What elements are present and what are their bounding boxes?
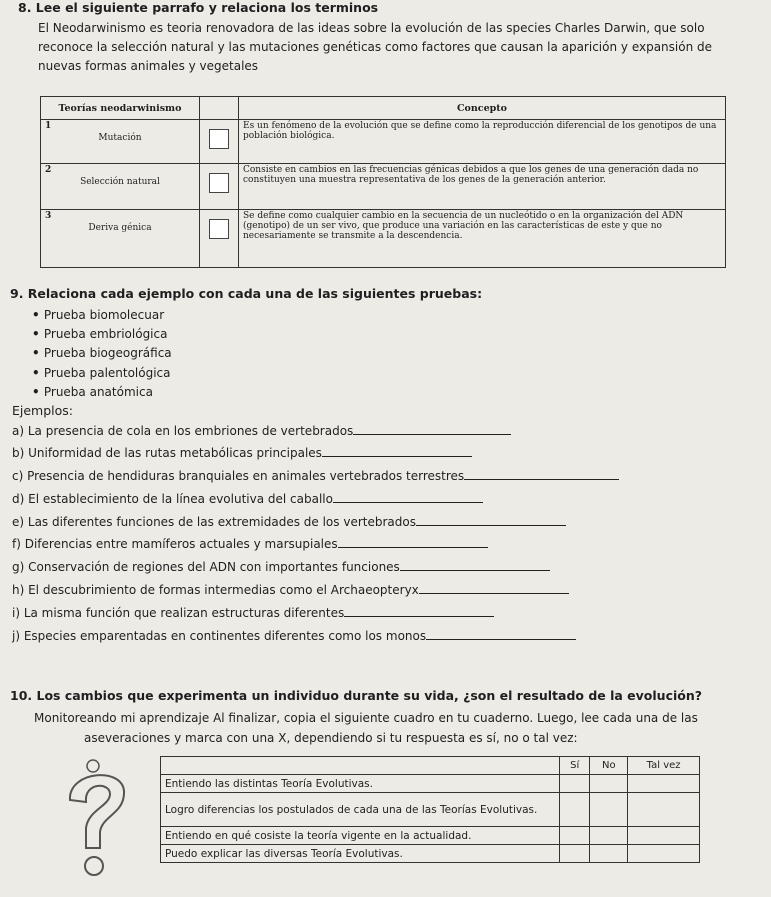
answer-cell [200, 210, 239, 268]
question-mark-mascot-icon [60, 758, 140, 878]
checkbox-tal-vez[interactable] [628, 827, 700, 845]
statement-text: Logro diferencias los postulados de cada una de las Teorías Evolutivas. [161, 793, 560, 827]
term-label: Deriva génica [88, 223, 152, 233]
concept-text: Se define como cualquier cambio en la secuencia de un nucleótido o en la organización del ADN (genotipo) de un ser vivo, que produce una variación en las características de este y que no necesariamente se transmite a la descendencia. [239, 210, 726, 268]
example-item [12, 490, 483, 506]
example-item [12, 604, 494, 620]
table-header-row [161, 757, 700, 775]
example-text: g) Conservación de regiones del ADN con importantes funciones [12, 560, 400, 574]
header-tal-vez: Tal vez [628, 757, 700, 775]
table-row [161, 845, 700, 863]
example-text: e) Las diferentes funciones de las extremidades de los vertebrados [12, 515, 416, 529]
term-cell [41, 120, 200, 164]
table-row [161, 793, 700, 827]
answer-blank[interactable] [464, 467, 619, 480]
checkbox-si[interactable] [560, 827, 590, 845]
header-empty [161, 757, 560, 775]
answer-cell [200, 120, 239, 164]
checkbox-no[interactable] [590, 845, 628, 863]
list-item: • Prueba palentológica [32, 364, 172, 383]
example-text: b) Uniformidad de las rutas metabólicas principales [12, 446, 322, 460]
statement-text: Entiendo en qué cosiste la teoría vigente en la actualidad. [161, 827, 560, 845]
example-item [12, 513, 566, 529]
answer-blank[interactable] [333, 490, 483, 503]
header-concept: Concepto [239, 97, 726, 120]
tests-list [32, 306, 172, 402]
monitor-instruction-line2: aseveraciones y marca con una X, dependiendo si tu respuesta es sí, no o tal vez: [84, 731, 578, 745]
list-item: • Prueba biomolecuar [32, 306, 172, 325]
answer-blank[interactable] [426, 627, 576, 640]
question-9-title: 9. Relaciona cada ejemplo con cada una de las siguientes pruebas: [10, 286, 483, 301]
checkbox-si[interactable] [560, 793, 590, 827]
example-item [12, 581, 569, 597]
table-row [41, 210, 726, 268]
row-number: 3 [45, 211, 52, 221]
header-theories: Teorías neodarwinismo [41, 97, 200, 120]
example-text: d) El establecimiento de la línea evolutiva del caballo [12, 492, 333, 506]
self-assessment-table [160, 756, 700, 863]
answer-blank[interactable] [338, 535, 488, 548]
answer-blank[interactable] [353, 422, 511, 435]
question-10-title: 10. Los cambios que experimenta un individuo durante su vida, ¿son el resultado de la evolución? [10, 688, 703, 703]
checkbox-no[interactable] [590, 775, 628, 793]
row-number: 1 [45, 121, 52, 131]
answer-blank[interactable] [400, 558, 550, 571]
table-row [161, 827, 700, 845]
statement-text: Entiendo las distintas Teoría Evolutivas. [161, 775, 560, 793]
example-item [12, 627, 576, 643]
table-row [161, 775, 700, 793]
checkbox-si[interactable] [560, 775, 590, 793]
statement-text: Puedo explicar las diversas Teoría Evolutivas. [161, 845, 560, 863]
answer-blank[interactable] [416, 513, 566, 526]
example-text: i) La misma función que realizan estructuras diferentes [12, 606, 345, 620]
row-number: 2 [45, 165, 52, 175]
checkbox-tal-vez[interactable] [628, 793, 700, 827]
monitor-instruction-line1: Monitoreando mi aprendizaje Al finalizar, copia el siguiente cuadro en tu cuaderno. Luego, lee cada una de las [34, 711, 698, 725]
checkbox-no[interactable] [590, 793, 628, 827]
checkbox-tal-vez[interactable] [628, 775, 700, 793]
term-label: Mutación [98, 133, 142, 143]
table-header-row [41, 97, 726, 120]
header-empty [200, 97, 239, 120]
answer-blank[interactable] [419, 581, 569, 594]
example-text: h) El descubrimiento de formas intermedias como el Archaeopteryx [12, 583, 419, 597]
checkbox-tal-vez[interactable] [628, 845, 700, 863]
example-item [12, 422, 511, 438]
examples-label: Ejemplos: [12, 403, 74, 418]
term-cell [41, 164, 200, 210]
concept-text: Es un fenómeno de la evolución que se define como la reproducción diferencial de los genotipos de una población biológica. [239, 120, 726, 164]
list-item: • Prueba biogeográfica [32, 344, 172, 363]
answer-box[interactable] [209, 173, 229, 193]
term-cell [41, 210, 200, 268]
checkbox-no[interactable] [590, 827, 628, 845]
list-item: • Prueba embriológica [32, 325, 172, 344]
example-text: f) Diferencias entre mamíferos actuales y marsupiales [12, 537, 338, 551]
neodarwinism-table [40, 96, 726, 268]
term-label: Selección natural [80, 177, 160, 187]
answer-box[interactable] [209, 219, 229, 239]
answer-cell [200, 164, 239, 210]
answer-box[interactable] [209, 129, 229, 149]
checkbox-si[interactable] [560, 845, 590, 863]
example-item [12, 558, 550, 574]
example-text: j) Especies emparentadas en continentes diferentes como los monos [12, 629, 427, 643]
concept-text: Consiste en cambios en las frecuencias génicas debidos a que los genes de una generación dada no constituyen una muestra representativa de los genes de la generación anterior. [239, 164, 726, 210]
table-row [41, 164, 726, 210]
question-8-paragraph: El Neodarwinismo es teoria renovadora de las ideas sobre la evolución de las species Charles Darwin, que solo reconoce la selección natural y las mutaciones genéticas como factores que causan la aparición y expansión de nuevas formas animales y vegetales [38, 21, 713, 73]
list-item: • Prueba anatómica [32, 383, 172, 402]
answer-blank[interactable] [344, 604, 494, 617]
table-row [41, 120, 726, 164]
header-no: No [590, 757, 628, 775]
answer-blank[interactable] [322, 444, 472, 457]
example-text: a) La presencia de cola en los embriones de vertebrados [12, 424, 354, 438]
header-si: Sí [560, 757, 590, 775]
question-8-title: 8. Lee el siguiente parrafo y relaciona los terminos [18, 0, 379, 15]
example-text: c) Presencia de hendiduras branquiales en animales vertebrados terrestres [12, 469, 465, 483]
example-item [12, 535, 488, 551]
example-item [12, 444, 472, 460]
example-item [12, 467, 619, 483]
